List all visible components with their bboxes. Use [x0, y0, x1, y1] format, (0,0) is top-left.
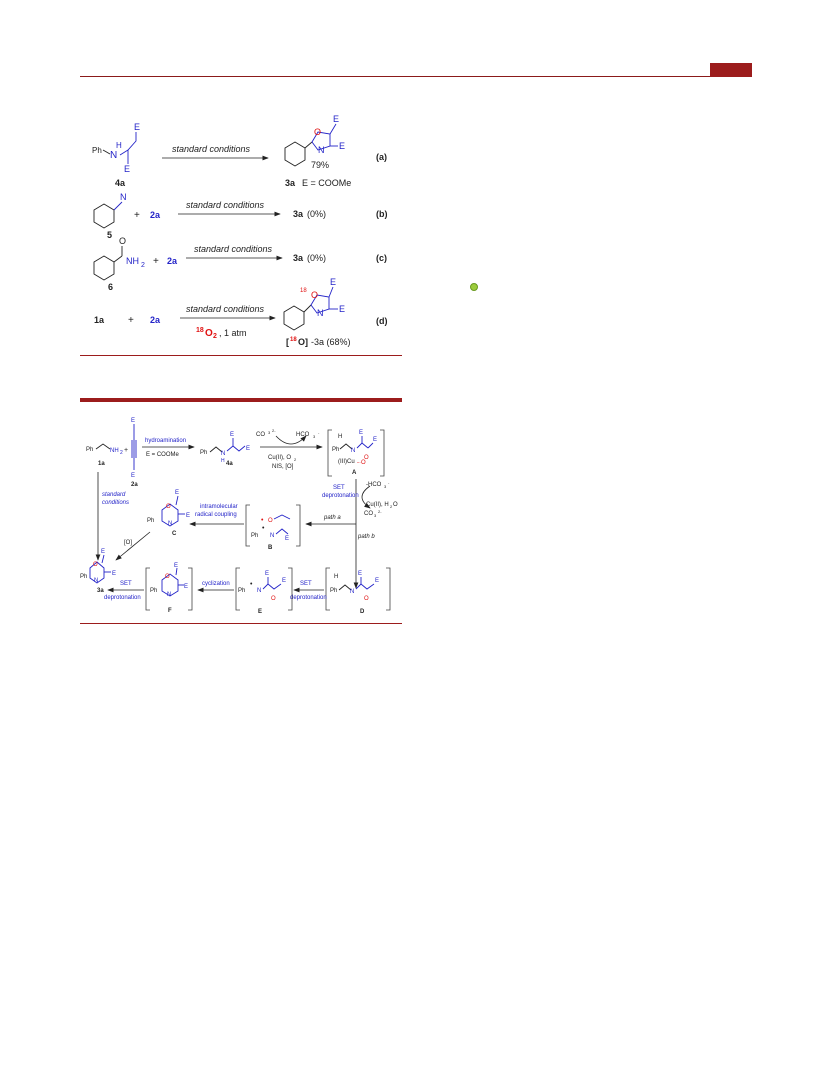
svg-text:Ph: Ph [251, 533, 259, 539]
svg-text:E: E [375, 578, 380, 584]
svg-text:O: O [364, 596, 369, 602]
svg-text:E: E [285, 536, 290, 542]
svg-text:H: H [338, 434, 343, 440]
svg-text:N: N [351, 448, 356, 454]
svg-text:O: O [271, 596, 276, 602]
svg-text:N: N [168, 521, 173, 527]
svg-text:Ph: Ph [330, 588, 338, 594]
svg-text:2: 2 [294, 457, 297, 462]
svg-text:CO: CO [364, 511, 373, 517]
ph-label: Ph [92, 146, 102, 155]
svg-text:path b: path b [358, 534, 375, 540]
tag-d: (d) [376, 316, 388, 326]
condition-b: standard conditions [186, 200, 265, 210]
svg-text:E: E [112, 571, 117, 577]
svg-text:F: F [168, 608, 172, 614]
svg-text:Ph: Ph [86, 447, 94, 453]
hydroamination-label: hydroamination [145, 438, 187, 444]
svg-text:O: O [166, 504, 171, 510]
svg-text:E: E [101, 549, 106, 555]
condition-a: standard conditions [172, 144, 251, 154]
svg-text:3: 3 [268, 430, 271, 435]
svg-text:SET: SET [333, 485, 345, 491]
svg-text:deprotonation: deprotonation [290, 595, 327, 601]
svg-text:(III)Cu: (III)Cu [338, 459, 355, 465]
svg-text:standard: standard [102, 492, 126, 498]
svg-text:O: O [393, 502, 398, 508]
svg-text:+: + [153, 256, 159, 267]
svg-text:O: O [119, 236, 127, 246]
svg-text:E: E [175, 490, 180, 496]
reaction-c [94, 236, 387, 292]
svg-text:E: E [282, 578, 287, 584]
svg-text:•: • [262, 525, 265, 532]
svg-text:E: E [333, 114, 340, 124]
svg-text:SET: SET [300, 581, 312, 587]
svg-text:2: 2 [141, 262, 145, 269]
svg-text:H: H [116, 141, 122, 150]
label-3a: 3a [285, 178, 296, 188]
e-definition: E = COOMe [302, 178, 352, 188]
svg-text:2a: 2a [150, 315, 161, 325]
label-4a: 4a [115, 178, 126, 188]
result-b: (0%) [307, 209, 327, 219]
svg-text:3a: 3a [97, 588, 104, 594]
svg-text:E: E [358, 571, 363, 577]
svg-text:4a: 4a [226, 461, 233, 467]
svg-text:2a: 2a [167, 256, 178, 266]
label-6: 6 [108, 282, 114, 292]
reaction-b [94, 192, 388, 240]
svg-text:Ph: Ph [80, 574, 88, 580]
svg-text:2: 2 [213, 333, 217, 340]
svg-text:2: 2 [390, 504, 393, 509]
condition-c: standard conditions [194, 244, 273, 254]
svg-text:[: [ [286, 337, 289, 347]
svg-text:NH: NH [126, 256, 139, 266]
svg-text:18: 18 [300, 288, 307, 294]
svg-text:+: + [128, 315, 134, 326]
svg-text:-HCO: -HCO [366, 482, 382, 488]
svg-text:E: E [359, 430, 364, 436]
svg-text:Ph: Ph [147, 518, 155, 524]
svg-text:E: E [134, 122, 141, 132]
svg-text:E: E [131, 473, 136, 479]
svg-text:3: 3 [313, 434, 316, 439]
svg-text:Ph: Ph [238, 588, 246, 594]
svg-text:E: E [373, 437, 378, 443]
svg-text:E: E [339, 304, 346, 314]
svg-text:E: E [131, 418, 136, 424]
svg-text:3: 3 [384, 484, 387, 489]
svg-text:18: 18 [290, 337, 297, 343]
svg-text:Cu(II), H: Cu(II), H [366, 502, 389, 508]
svg-text:O]: O] [298, 337, 308, 347]
svg-text:•: • [261, 517, 264, 524]
svg-text:2a: 2a [131, 482, 138, 488]
svg-text:[O]: [O] [124, 540, 133, 546]
svg-text:conditions: conditions [102, 500, 130, 506]
atm-label: , 1 atm [219, 328, 247, 338]
label-1a-d: 1a [94, 315, 105, 325]
svg-text:1a: 1a [98, 461, 105, 467]
svg-text:-: - [318, 430, 320, 435]
label-18o-3a: -3a (68%) [311, 337, 351, 347]
svg-text:B: B [268, 545, 273, 551]
svg-text:Cu(II), O: Cu(II), O [268, 455, 292, 461]
svg-text:2-: 2- [378, 509, 382, 514]
svg-text:NIS, [O]: NIS, [O] [272, 464, 294, 470]
svg-text:O: O [364, 455, 369, 461]
svg-text:C: C [172, 531, 177, 537]
svg-text:A: A [352, 470, 357, 476]
svg-text:2: 2 [120, 450, 123, 456]
tag-b: (b) [376, 209, 388, 219]
svg-text:E: E [265, 571, 270, 577]
svg-text:N: N [167, 592, 172, 598]
svg-text:D: D [360, 609, 365, 615]
tag-a: (a) [376, 152, 387, 162]
svg-text:H: H [334, 574, 339, 580]
yield-a: 79% [311, 160, 330, 170]
svg-text:E: E [230, 432, 235, 438]
nh-label: N [110, 150, 118, 161]
reaction-a [92, 114, 387, 188]
svg-text:N: N [350, 589, 355, 595]
svg-text:N: N [120, 192, 127, 202]
svg-text:2-: 2- [272, 428, 276, 433]
svg-text:E: E [330, 277, 337, 287]
svg-text:N: N [270, 533, 275, 539]
svg-text:N: N [257, 588, 262, 594]
svg-text:path a: path a [324, 515, 341, 521]
svg-text:Ph: Ph [332, 447, 340, 453]
svg-text:O: O [268, 518, 273, 524]
mechanism-scheme [80, 418, 398, 615]
svg-text:E = COOMe: E = COOMe [146, 452, 179, 458]
svg-text:E: E [339, 141, 346, 151]
svg-text:HCO: HCO [296, 432, 310, 438]
svg-text:deprotonation: deprotonation [322, 493, 359, 499]
svg-text:•: • [250, 581, 253, 588]
svg-text:+: + [124, 447, 129, 454]
svg-text:3a: 3a [293, 209, 304, 219]
label-2a-b: 2a [150, 210, 161, 220]
svg-text:O: O [314, 127, 322, 137]
svg-text:N: N [318, 145, 325, 155]
svg-text:18: 18 [196, 327, 204, 334]
svg-text:O: O [205, 328, 213, 339]
svg-text:-: - [388, 480, 390, 485]
svg-text:N: N [317, 308, 324, 318]
svg-text:E: E [124, 164, 131, 174]
svg-text:O: O [311, 290, 319, 300]
svg-text:radical coupling: radical coupling [195, 512, 237, 518]
svg-text:E: E [246, 446, 251, 452]
svg-text:3: 3 [374, 513, 377, 518]
svg-text:deprotonation: deprotonation [104, 595, 141, 601]
svg-text:Ph: Ph [200, 450, 208, 456]
result-c: (0%) [307, 253, 327, 263]
svg-text:O: O [93, 562, 98, 568]
tag-c: (c) [376, 253, 387, 263]
svg-text:-·O: -·O [357, 460, 366, 466]
svg-text:intramolecular: intramolecular [200, 504, 238, 510]
condition-d: standard conditions [186, 304, 265, 314]
svg-text:E: E [258, 609, 263, 615]
phenyl-ring [285, 142, 305, 166]
svg-text:cyclization: cyclization [202, 581, 230, 587]
svg-text:SET: SET [120, 581, 132, 587]
reaction-d [94, 277, 388, 347]
label-5: 5 [107, 230, 113, 240]
svg-text:E: E [174, 563, 179, 569]
svg-text:N: N [221, 451, 226, 457]
svg-text:3a: 3a [293, 253, 304, 263]
svg-text:+: + [134, 210, 140, 221]
svg-text:E: E [184, 584, 189, 590]
svg-text:Ph: Ph [150, 588, 158, 594]
svg-text:H: H [221, 458, 225, 464]
svg-text:NH: NH [110, 448, 119, 454]
svg-text:N: N [94, 578, 99, 584]
svg-text:E: E [186, 513, 191, 519]
svg-text:O: O [165, 574, 170, 580]
svg-text:CO: CO [256, 432, 265, 438]
